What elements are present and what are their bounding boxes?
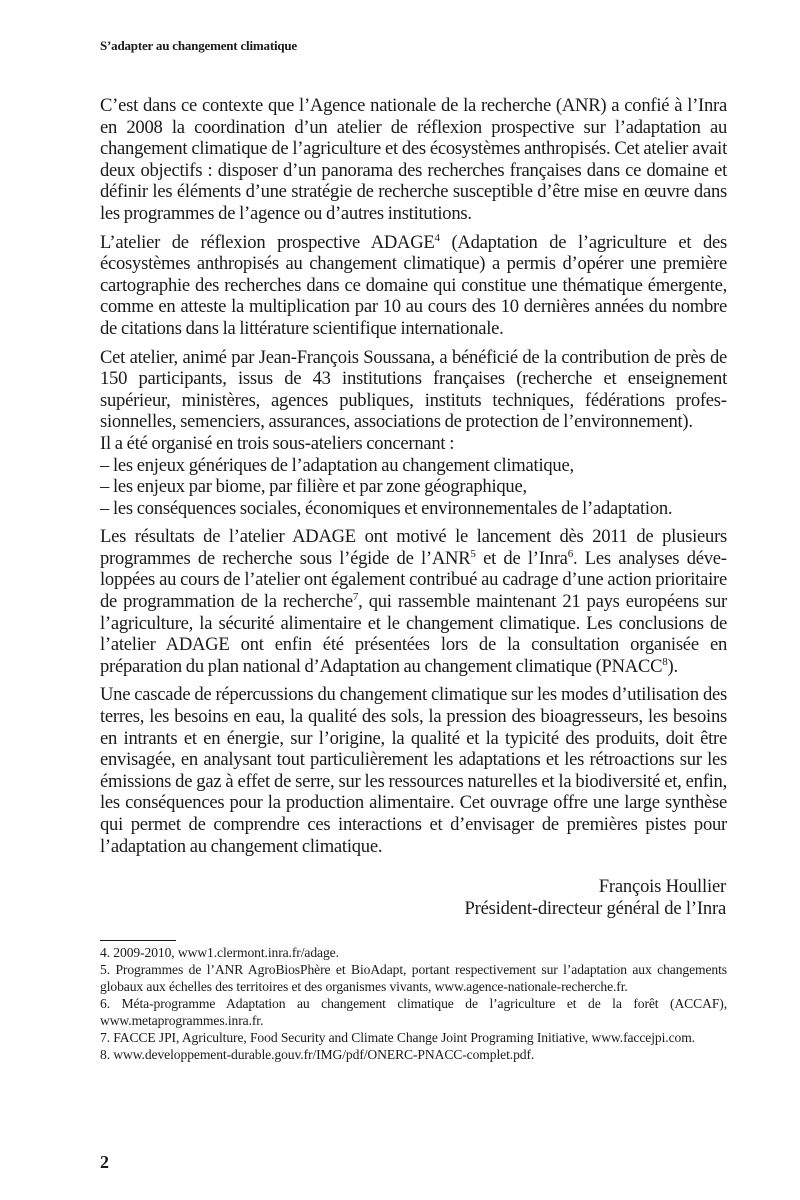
sub-workshop-list <box>100 455 727 520</box>
paragraph-2 <box>100 232 727 340</box>
signature-title: Président-directeur général de l’Inra <box>464 898 726 919</box>
paragraph-4-text: . Les analyses développées au cours de l’atelier ont également contribué au cadrage d’une action prioritaire de programmation de la recherche <box>100 547 727 613</box>
footnote-6: 6. Méta-programme Adaptation au changement climatique de l’agriculture et de la forêt (ACCAF), www.metaprogrammes.inra.fr. <box>100 996 727 1028</box>
list-item: – les enjeux génériques de l’adaptation au changement climatique, <box>100 455 727 477</box>
signature-name: François Houllier <box>598 876 726 897</box>
paragraph-3-intro: Il a été organisé en trois sous-ateliers concernant : <box>100 432 455 454</box>
running-head: S’adapter au changement climatique <box>100 38 297 53</box>
paragraph-4-text: Les résultats de l’atelier ADAGE ont motivé le lancement dès 2011 de plusieurs programmes de recherche sous l’égide de l’ANR <box>100 526 727 569</box>
body-text <box>100 95 727 864</box>
footnote-ref-6[interactable]: 6 <box>567 547 573 560</box>
footnote-8: 8. www.developpement-durable.gouv.fr/IMG/pdf/ONERC-PNACC-complet.pdf. <box>100 1047 535 1062</box>
paragraph-4-text: , qui rassemble maintenant 21 pays européens sur l’agriculture, la sécurité alimentaire et le changement climatique. Les conclusions de l’atelier ADAGE ont enfin été présentées lors de la consultation organisée en préparation du plan national d’Adaptation au changement climatique (PNACC <box>100 591 727 677</box>
paragraph-3-text: Cet atelier, animé par Jean-François Soussana, a bénéficié de la contribution de près de 150 participants, issus de 43 institutions françaises (recherche et enseignement supérieur, ministères, agences publiques, instituts techniques, fédérations professionnelles, semenciers, assurances, associations de protection de l’environnement). <box>100 346 727 433</box>
footnotes <box>100 944 727 1063</box>
footnote-5: 5. Programmes de l’ANR AgroBiosPhère et BioAdapt, portant respectivement sur l’adaptation aux changements globaux aux échelles des territoires et des organismes vivants, www.agence-nationale-recherche.fr. <box>100 962 727 994</box>
page-number: 2 <box>100 1152 109 1172</box>
paragraph-4 <box>100 526 727 677</box>
footnote-ref-8[interactable]: 8 <box>662 655 668 668</box>
paragraph-4-text: et de l’Inra <box>475 547 568 569</box>
paragraph-1: C’est dans ce contexte que l’Agence nationale de la recherche (ANR) a confié à l’Inra en 2008 la coordination d’un atelier de réflexion prospective sur l’adaptation au changement climatique de l’agriculture et des écosystèmes anthropisés. Cet atelier avait deux objectifs : disposer d’un panorama des recherches françaises dans ce domaine et définir les éléments d’une stratégie de recherche susceptible d’être mise en œuvre dans les programmes de l’agence ou d’autres institutions. <box>100 95 727 224</box>
footnote-divider <box>100 940 176 941</box>
paragraph-4-text: ). <box>667 655 678 677</box>
paragraph-2-text-cont: (Adaptation de l’agriculture et des écosystèmes anthropisés au changement climatique) a permis d’opérer une première cartographie des recherches dans ce domaine qui constitue une thématique émergente, comme en atteste la multiplication par 10 au cours des 10 dernières années du nombre de citations dans la littérature scientifique internationale. <box>100 231 728 339</box>
list-item: – les enjeux par biome, par filière et par zone géographique, <box>100 476 727 498</box>
paragraph-5: Une cascade de répercussions du changement climatique sur les modes d’utilisation des terres, les besoins en eau, la qualité des sols, la pression des bioagresseurs, les besoins en intrants et en énergie, sur l’origine, la qualité et la typicité des produits, doit être envisagée, en analysant tout particulièrement les adaptations et les rétroactions sur les émissions de gaz à effet de serre, sur les ressources naturelles et la biodiversité et, enfin, les conséquences pour la production alimentaire. Cet ouvrage offre une large synthèse qui permet de comprendre ces interactions et d’envisager de premières pistes pour l’adaptation au changement climatique. <box>100 684 727 857</box>
paragraph-3 <box>100 347 727 433</box>
footnote-ref-4[interactable]: 4 <box>434 231 440 244</box>
paragraph-2-text: L’atelier de réflexion prospective ADAGE <box>100 231 435 253</box>
footnote-7: 7. FACCE JPI, Agriculture, Food Security and Climate Change Joint Programing Initiative, www.​faccejpi.com. <box>100 1030 695 1045</box>
footnote-4: 4. 2009-2010, www1.clermont.inra.fr/adage. <box>100 945 339 960</box>
footnote-ref-5[interactable]: 5 <box>470 547 476 560</box>
signature <box>464 876 726 920</box>
footnote-ref-7[interactable]: 7 <box>352 591 359 604</box>
list-item: – les conséquences sociales, économiques et environnementales de l’adaptation. <box>100 498 727 520</box>
